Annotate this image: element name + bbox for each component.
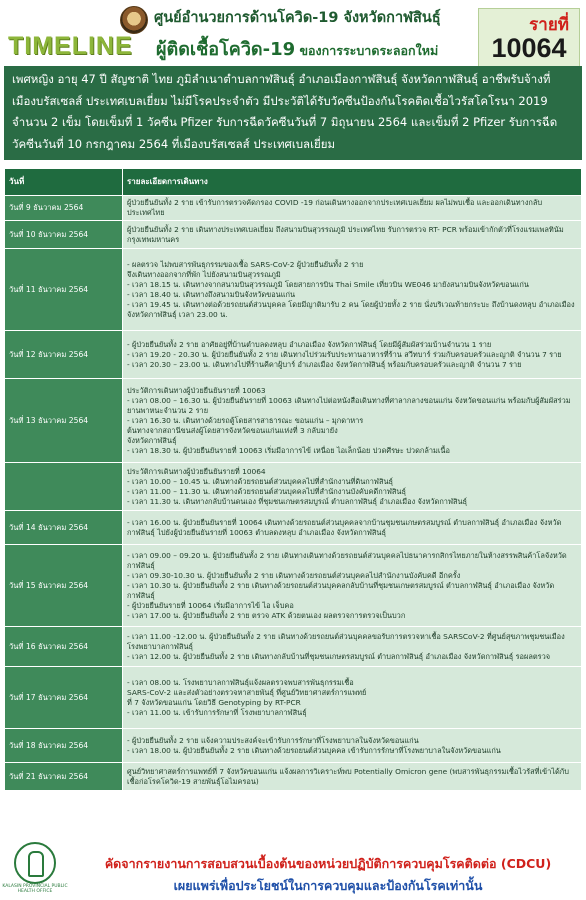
- row-date: [5, 463, 123, 511]
- table-row: [5, 763, 582, 791]
- row-date: วันที่ 12 ธันวาคม 2564: [5, 331, 123, 379]
- footer-disclaimer: เผยแพร่เพื่อประโยชน์ในการควบคุมและป้องกันโรคเท่านั้น: [173, 878, 483, 893]
- row-date: วันที่ 9 ธันวาคม 2564: [5, 196, 123, 221]
- center-name: ศูนย์อำนวยการด้านโควิด-19 จังหวัดกาฬสินธุ์: [154, 10, 441, 26]
- detail-line: ผู้ป่วยยืนยันทั้ง 2 ราย เข้ารับการตรวจคัดกรอง COVID -19 ก่อนเดินทางออกจากประเทศเบลเยี่ยม ผลไม่พบเชื้อ และออกเดินทางกลับประเทศไทย: [127, 198, 543, 217]
- case-summary: เพศหญิง อายุ 47 ปี สัญชาติ ไทย ภูมิลำเนาตำบลกาฬสินธุ์ อำเภอเมืองกาฬสินธุ์ จังหวัดกาฬสินธุ์ อาชีพรับจ้างที่เมืองบรัสเซลส์ ประเทศเบลเยี่ยม ไม่มีโรคประจำตัว มีประวัติได้รับวัคซีนป้องกันโรคติดเชื้อไวรัสโคโรนา 2019 จำนวน 2 เข็ม โดยเข็มที่ 1 วัคซีน Pfizer รับการฉีดวัคซีนวันที่ 7 มิถุนายน 2564 และเข็มที่ 2 Pfizer รับการฉีดวัคซีนวันที่ 10 กรกฎาคม 2564 ที่เมืองบรัสเซลส์ ประเทศเบลเยี่ยม: [4, 66, 582, 160]
- table-row: [5, 331, 582, 379]
- row-date: วันที่ 13 ธันวาคม 2564: [5, 379, 123, 463]
- case-number-box: [478, 8, 580, 68]
- detail-line: - เวลา 09.30-10.30 น. ผู้ป่วยยืนยันทั้ง 2 ราย เดินทางด้วยรถยนต์ส่วนบุคคลไปสำนักงานบังคับคดี อีกครั้ง: [127, 570, 461, 580]
- timeline-table: [4, 168, 582, 791]
- provincial-seal-icon: [120, 6, 148, 34]
- row-detail: [123, 221, 582, 249]
- detail-line: - เวลา 09.00 – 09.20 น. ผู้ป่วยยืนยันทั้ง 2 ราย เดินทางเดินทางด้วยรถยนต์ส่วนบุคคลไปธนาคารกสิกรไทยภายในห้างสรรพสินค้าโลจังหวัดกาฬสินธุ์: [127, 550, 567, 570]
- detail-line: - เวลา 18.00 น. ผู้ป่วยยืนยันทั้ง 2 ราย เดินทางด้วยรถยนต์ส่วนบุคคล เข้ารับการรักษาที่โรงพยาบาลในจังหวัดขอนแก่น: [127, 745, 501, 755]
- detail-line: - ผู้ป่วยยืนยันทั้ง 2 ราย แจ้งความประสงค์จะเข้ารับการรักษาที่โรงพยาบาลในจังหวัดขอนแก่น: [127, 735, 419, 745]
- detail-line: - เวลา 11.00 น. เข้ารับการรักษาที่ โรงพยาบาลกาฬสินธุ์: [127, 707, 307, 717]
- row-detail: [123, 463, 582, 511]
- row-detail: [123, 511, 582, 545]
- detail-line: - เวลา 18.15 น. เดินทางจากสนามบินสุวรรณภูมิ โดยสายการบิน Thai Smile เที่ยวบิน WE046 มายังสนามบินจังหวัดขอนแก่น: [127, 279, 529, 289]
- table-row: [5, 729, 582, 763]
- detail-line: - เวลา 10.30 น. ผู้ป่วยยืนยันทั้ง 2 ราย เดินทางด้วยรถยนต์ส่วนบุคคลกลับบ้านที่ชุมชนเกษตรสมบูรณ์ ตำบลกาฬสินธุ์ อำเภอเมือง จังหวัดกาฬสินธุ์: [127, 580, 555, 600]
- row-detail: [123, 331, 582, 379]
- detail-line: - เวลา 17.00 น. ผู้ป่วยยืนยันทั้ง 2 ราย ตรวจ ATK ด้วยตนเอง ผลตรวจการตรวจเป็นบวก: [127, 610, 406, 620]
- detail-line: - เวลา 18.30 น. ผู้ป่วยยืนยันรายที่ 10063 เริ่มมีอาการไข้ เหนื่อย ไอเล็กน้อย ปวดศีรษะ ปวดกล้ามเนื้อ: [127, 445, 450, 455]
- detail-line: - เวลา 19.45 น. เดินทางต่อด้วยรถยนต์ส่วนบุคคล โดยมีญาติมารับ 2 คน โดยผู้ป่วยทั้ง 2 ราย นั่งบริเวณท้ายกระบะ ถึงบ้านดงหลุบ อำเภอเมือง จังหวัดกาฬสินธุ์ เวลา 23.00 น.: [127, 299, 575, 319]
- detail-line: - เวลา 11.00 -12.00 น. ผู้ป่วยยืนยันทั้ง 2 ราย เดินทางด้วยรถยนต์ส่วนบุคคลขอรับการตรวจหาเชื้อ SARSCoV-2 ที่ศูนย์สุขภาพชุมชนเมือง โรงพยาบาลกาฬสินธุ์: [127, 631, 565, 651]
- case-label: รายที่: [529, 15, 569, 35]
- table-row: [5, 627, 582, 667]
- detail-line: - เวลา 16.30 น. เดินทางด้วยรถตู้โดยสารสาธารณะ ขอนแก่น – มุกดาหาร: [127, 415, 364, 425]
- row-detail: [123, 379, 582, 463]
- detail-line: - เวลา 20.30 – 23.00 น. เดินทางไปที่ร้านคีคาฝู้บาร์ อำเภอเมือง จังหวัดกาฬสินธุ์ พร้อมกับครอบครัวและญาติ จำนวน 7 ราย: [127, 359, 522, 369]
- detail-line: จึงเดินทางออกจากที่พัก ไปยังสนามบินสุวรรณภูมิ: [127, 269, 281, 279]
- detail-line: - เวลา 16.00 น. ผู้ป่วยยืนยันรายที่ 10064 เดินทางด้วยรถยนต์ส่วนบุคคลจากบ้านชุมชนเกษตรสมบูรณ์ ตำบลกาฬสินธุ์ อำเภอเมือง จังหวัดกาฬสินธุ์ ไปยังผู้ป่วยยืนยันรายที่ 10063 ตำบลดงหลุบ อำเภอเมือง จังหวัดกาฬสินธุ์: [127, 517, 562, 537]
- detail-line: - ผู้ป่วยยืนยันรายที่ 10064 เริ่มมีอาการไข้ ไอ เจ็บคอ: [127, 600, 294, 610]
- detail-line: ที่ 7 จังหวัดขอนแก่น โดยวิธี Genotyping by RT-PCR: [127, 697, 301, 707]
- detail-line: - เวลา 11.30 น. เดินทางกลับบ้านดนเอง ที่ชุมชนเกษตรสมบูรณ์ ตำบลกาฬสินธุ์ อำเภอเมือง จังหวัดกาฬสินธุ์: [127, 496, 468, 506]
- detail-line: SARS-CoV-2 และส่งตัวอย่างตรวจหาสายพันธุ์ ที่ศูนย์วิทยาศาสตร์การแพทย์: [127, 687, 367, 697]
- detail-line: ประวัติการเดินทางผู้ป่วยยืนยันรายที่ 10064: [127, 466, 266, 476]
- table-row: [5, 379, 582, 463]
- health-office-logo-icon: [14, 842, 56, 884]
- detail-line: ศูนย์วิทยาศาสตร์การแพทย์ที่ 7 จังหวัดขอนแก่น แจ้งผลการวิเคราะห์พบ Potentially Omicron gene (พบสารพันธุกรรมเชื้อไวรัสที่เข้าได้กับเชื้อก่อโรคโควิด-19 สายพันธุ์โอไมครอน): [127, 766, 569, 786]
- row-detail: [123, 545, 582, 627]
- detail-line: - เวลา 11.00 – 11.30 น. เดินทางด้วยรถยนต์ส่วนบุคคลไปที่สำนักงานบังคับคดีกาฬสินธุ์: [127, 486, 406, 496]
- case-number: 10064: [491, 33, 567, 63]
- column-header-date: วันที่: [5, 169, 123, 196]
- table-row: [5, 249, 582, 331]
- row-detail: [123, 249, 582, 331]
- table-row: [5, 463, 582, 511]
- row-date: วันที่ 11 ธันวาคม 2564: [5, 249, 123, 331]
- row-date: วันที่ 15 ธันวาคม 2564: [5, 545, 123, 627]
- table-row: [5, 667, 582, 729]
- logo-caption: KALASIN PROVINCIAL PUBLIC HEALTH OFFICE: [2, 884, 68, 894]
- detail-line: ประวัติการเดินทางผู้ป่วยยืนยันรายที่ 10063: [127, 385, 266, 395]
- row-detail: [123, 763, 582, 791]
- subtitle-rest: ของการระบาดระลอกใหม่: [295, 43, 439, 58]
- footer: [0, 836, 586, 900]
- detail-line: - ผลตรวจ ไม่พบสารพันธุกรรมของเชื้อ SARS-CoV-2 ผู้ป่วยยืนยันทั้ง 2 ราย: [127, 259, 364, 269]
- header: [0, 0, 586, 66]
- row-detail: [123, 729, 582, 763]
- detail-line: - เวลา 18.40 น. เดินทางถึงสนามบินจังหวัดขอนแก่น: [127, 289, 295, 299]
- subtitle: [156, 34, 438, 63]
- row-date: วันที่ 21 ธันวาคม 2564: [5, 763, 123, 791]
- detail-line: - ผู้ป่วยยืนยันทั้ง 2 ราย อาศัยอยู่ที่บ้านตำบลดงหลุบ อำเภอเมือง จังหวัดกาฬสินธุ์ โดยมีผู้สัมผัสร่วมบ้านจำนวน 1 ราย: [127, 339, 492, 349]
- row-date: วันที่ 14 ธันวาคม 2564: [5, 511, 123, 545]
- row-date: วันที่ 10 ธันวาคม 2564: [5, 221, 123, 249]
- column-header-detail: รายละเอียดการเดินทาง: [123, 169, 582, 196]
- detail-line: - เวลา 10.00 – 10.45 น. เดินทางด้วยรถยนต์ส่วนบุคคลไปที่สำนักงานที่ดินกาฬสินธุ์: [127, 476, 394, 486]
- row-date: วันที่ 16 ธันวาคม 2564: [5, 627, 123, 667]
- row-detail: [123, 667, 582, 729]
- table-header-row: [5, 169, 582, 196]
- detail-line: ต้นทางจากสถานีขนส่งผู้โดยสารจังหวัดขอนแก่นแห่งที่ 3 กลับมายัง: [127, 425, 338, 435]
- detail-line: - เวลา 19.20 - 20.30 น. ผู้ป่วยยืนยันทั้ง 2 ราย เดินทางไปร่วมรับประทานอาหารที่ร้าน สวีทบาร์ ร่วมกับครอบครัวและญาติ จำนวน 7 ราย: [127, 349, 562, 359]
- detail-line: - เวลา 12.00 น. ผู้ป่วยยืนยันทั้ง 2 ราย เดินทางกลับบ้านที่ชุมชนเกษตรสมบูรณ์ ตำบลกาฬสินธุ์ อำเภอเมือง จังหวัดกาฬสินธุ์ รอผลตรวจ: [127, 651, 551, 661]
- row-detail: [123, 627, 582, 667]
- detail-line: - เวลา 08.00 น. โรงพยาบาลกาฬสินธุ์แจ้งผลตรวจพบสารพันธุกรรมเชื้อ: [127, 677, 354, 687]
- timeline-body: [5, 196, 582, 791]
- row-date: วันที่ 18 ธันวาคม 2564: [5, 729, 123, 763]
- timeline-title: TIMELINE: [8, 32, 133, 60]
- subtitle-main: ผู้ติดเชื้อโควิด-19: [156, 39, 296, 60]
- table-row: [5, 511, 582, 545]
- detail-line: - เวลา 08.00 – 16.30 น. ผู้ป่วยยืนยันรายที่ 10063 เดินทางไปต่อหนังสือเดินทางที่ศาลากลางขอนแก่น จังหวัดขอนแก่น พร้อมกับผู้สัมผัสร่วมยานพาหนะจำนวน 2 ราย: [127, 395, 571, 415]
- detail-line: ผู้ป่วยยืนยันทั้ง 2 ราย เดินทางประเทศเบลเยี่ยม ถึงสนามบินสุวรรณภูมิ ประเทศไทย รับการตรวจ RT- PCR พร้อมเข้ากักตัวที่โรงแรมเพลทินัม กรุงเทพมหานคร: [127, 224, 564, 244]
- table-row: [5, 221, 582, 249]
- row-detail: [123, 196, 582, 221]
- detail-line: จังหวัดกาฬสินธุ์: [127, 435, 177, 445]
- table-row: [5, 545, 582, 627]
- table-row: [5, 196, 582, 221]
- footer-source-note: คัดจากรายงานการสอบสวนเบื้องต้นของหน่วยปฏิบัติการควบคุมโรคติดต่อ (CDCU): [104, 856, 552, 871]
- row-date: วันที่ 17 ธันวาคม 2564: [5, 667, 123, 729]
